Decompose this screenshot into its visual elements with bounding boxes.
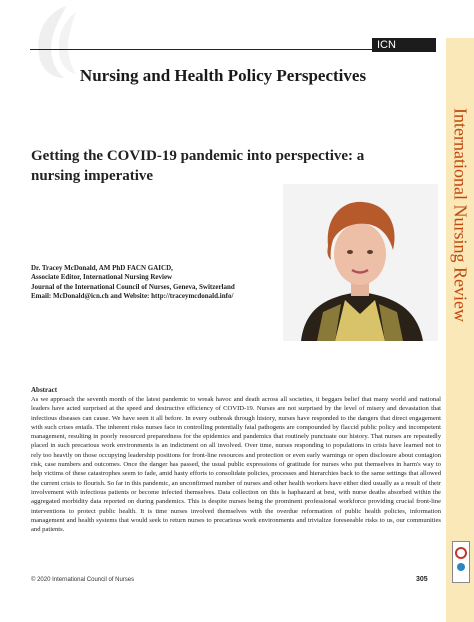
abstract-heading: Abstract <box>31 386 58 394</box>
author-contact[interactable]: Email: McDonald@icn.ch and Website: http://traceymcdonald.info/ <box>31 291 234 300</box>
abstract-section <box>31 386 441 534</box>
author-block <box>31 264 271 301</box>
header-rule <box>30 49 372 50</box>
article-title: Getting the COVID-19 pandemic into perspective: a nursing imperative <box>31 148 365 184</box>
header-tag-bar <box>372 38 436 52</box>
author-affiliation: Journal of the International Council of Nurses, Geneva, Switzerland <box>31 282 235 291</box>
author-role: Associate Editor, International Nursing Review <box>31 273 173 282</box>
abstract-body: As we approach the seventh month of the latest pandemic to wreak havoc and death across all societies, it beggars belief that many world and national leaders have acted surprised at the speed and destructive efficiency of COVID-19. Nurses are not surprised by the level of misery and devastation that infectious diseases can cause. We have seen it all before. In every outbreak through history, nurses have responded to the dangers that direct engagement with such crises entails. The inherent risks nurses face in controlling potentially fatal pathogens are compounded by flaccid public policy and incompetent management, resulting in poorly resourced preparedness for the epidemics and pandemics that routinely punctuate our history. That nurses are repeatedly placed in such precarious work environments is an indictment on all involved. Over time, nurses responding to populations in crisis have learned not to rely too heavily on those occupying leadership positions for front-line resources and protection or even early warnings or open disclosure about contagion risk, case numbers and outcomes. Once the danger has passed, the usual public expressions of gratitude for nurses who put themselves in harm's way to help victims of these catastrophes seem to fade, amid hasty efforts to consolidate policies, processes and hierarchies back to the same settings that allowed the current crisis to flourish. So far in this pandemic, an unconfirmed number of nurses and other health workers have either died usually as a result of their involvement with infectious patients or become infected themselves. Data collection on this is haphazard at best, with nurse deaths absorbed within the aggregated morbidity data reported on during pandemics. This is despite nurses being the prominent professional workforce providing crucial front-line interventions to protect public health. It is time nurses involved themselves with the overdue reformation of public health policies, information management and health systems that would seek to return nurses to precarious work environments and trivialize foreseeable risks to us, our communities and patients. <box>31 396 441 534</box>
header-tag: ICN <box>377 39 396 51</box>
journal-side-title: International Nursing Review <box>450 108 471 322</box>
section-title: Nursing and Health Policy Perspectives <box>79 66 367 85</box>
page-number: 305 <box>416 576 428 583</box>
author-photo <box>283 184 438 341</box>
copyright-notice: © 2020 International Council of Nurses <box>31 577 135 583</box>
crossmark-icon[interactable] <box>452 541 470 583</box>
author-name: Dr. Tracey McDonald, AM PhD FACN GAICD, <box>31 264 173 272</box>
